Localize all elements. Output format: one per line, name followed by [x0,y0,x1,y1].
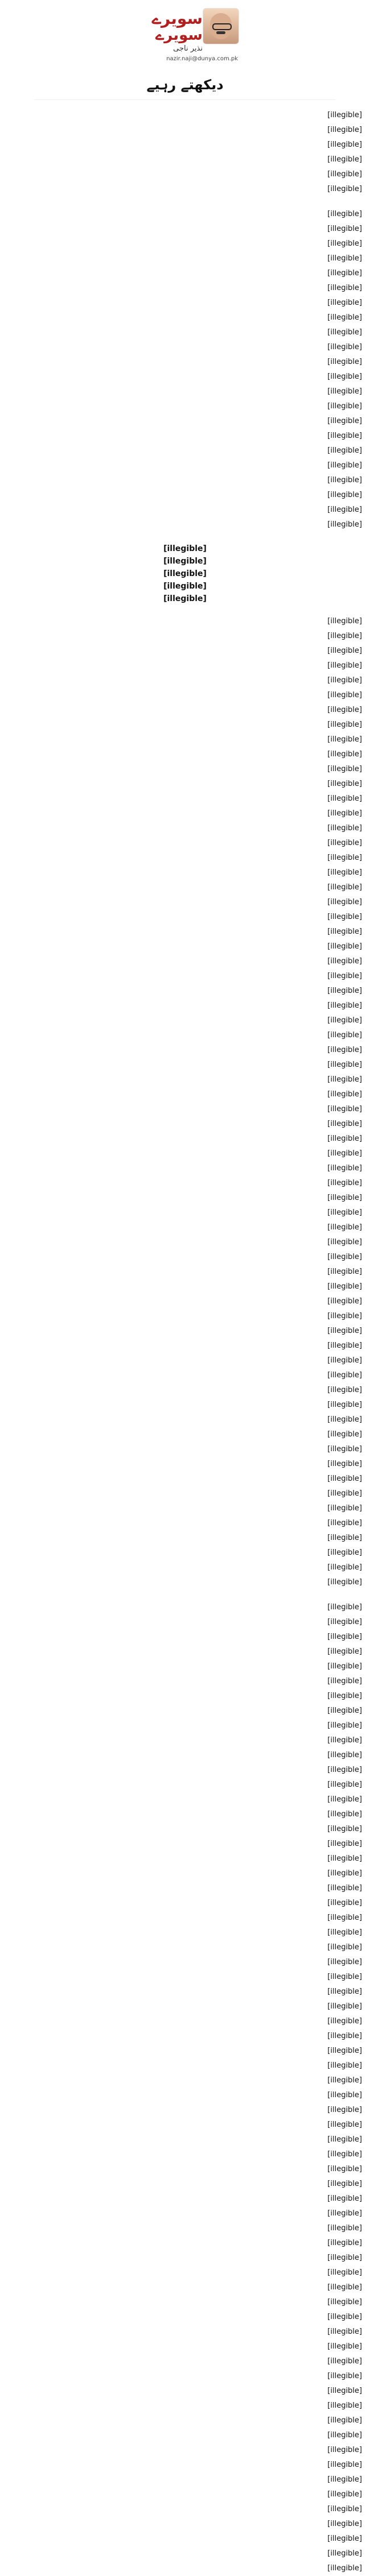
paragraph-line: [illegible] [327,2461,362,2469]
paragraph-line: [illegible] [327,2534,362,2543]
paragraph-line: [illegible] [327,2017,362,2026]
paragraph-line: [illegible] [327,1046,362,1054]
paragraph-line: [illegible] [327,1001,362,1010]
paragraph-line: [illegible] [327,824,362,833]
paragraph-line: [illegible] [327,2091,362,2099]
paragraph-line: [illegible] [327,1869,362,1878]
paragraph-line: [illegible] [327,2224,362,2233]
paragraph-line: [illegible] [327,1578,362,1587]
paragraph-line: [illegible] [327,868,362,877]
paragraph-line: [illegible] [327,1780,362,1789]
paragraph-line: [illegible] [327,1016,362,1025]
paragraph-line: [illegible] [327,1149,362,1158]
paragraph-line: [illegible] [327,1341,362,1350]
paragraph-line: [illegible] [327,2121,362,2129]
paragraph-line: [illegible] [327,1958,362,1966]
paragraph-line: [illegible] [327,1973,362,1981]
paragraph-line: [illegible] [327,2357,362,2366]
paragraph-line: [illegible] [327,617,362,626]
paragraph-line: [illegible] [327,1075,362,1084]
paragraph-line: [illegible] [327,2431,362,2440]
paragraph-line: [illegible] [327,2268,362,2277]
paragraph-line: [illegible] [327,883,362,892]
paragraph-line: [illegible] [327,140,362,149]
paragraph-line: [illegible] [327,632,362,640]
paragraph-line: [illegible] [327,2490,362,2499]
paragraph-line: [illegible] [327,1647,362,1656]
paragraph-line: [illegible] [327,1297,362,1306]
column-header [0,0,370,100]
paragraph-line: [illegible] [327,1810,362,1819]
paragraph-line: [illegible] [327,225,362,233]
paragraph-line: [illegible] [327,1987,362,1996]
paragraph-line: [illegible] [327,1914,362,1922]
paragraph-line: [illegible] [327,1692,362,1700]
paragraph-line: [illegible] [327,1548,362,1557]
paragraph-line: [illegible] [327,765,362,773]
paragraph-line: [illegible] [327,1253,362,1261]
paragraph-line: [illegible] [327,170,362,179]
paragraph-line: [illegible] [327,913,362,921]
paragraph-line: [illegible] [327,2047,362,2055]
paragraph-line: [illegible] [327,313,362,322]
paragraph [0,207,370,532]
paragraph-line: [illegible] [327,1327,362,1335]
paragraph-line: [illegible] [327,1534,362,1542]
paragraph-line: [illegible] [327,1208,362,1217]
paragraph-line: [illegible] [327,254,362,263]
paragraph-line: [illegible] [327,372,362,381]
paragraph-line: [illegible] [327,750,362,759]
paragraph-line: [illegible] [327,691,362,699]
paragraph-line: [illegible] [327,661,362,670]
paragraph-line: [illegible] [327,2239,362,2247]
paragraph-line: [illegible] [327,898,362,906]
paragraph-line: [illegible] [327,126,362,134]
paragraph-line: [illegible] [327,2165,362,2173]
paragraph-line: [illegible] [327,2002,362,2011]
pull-quote-line: [illegible] [163,544,207,553]
paragraph-line: [illegible] [327,1884,362,1892]
paragraph-line: [illegible] [327,1662,362,1671]
paragraph-line: [illegible] [327,1751,362,1759]
paragraph-line: [illegible] [327,1090,362,1099]
column-brand [140,10,203,44]
paragraph-line: [illegible] [327,735,362,744]
article-body [0,108,370,2573]
paragraph-line: [illegible] [327,185,362,193]
paragraph-line: [illegible] [327,794,362,803]
paragraph-line: [illegible] [327,942,362,951]
paragraph-line: [illegible] [327,2061,362,2070]
paragraph-line: [illegible] [327,1943,362,1952]
paragraph-line: [illegible] [327,417,362,425]
paragraph-line: [illegible] [327,210,362,218]
paragraph-line: [illegible] [327,1445,362,1453]
paragraph-line: [illegible] [327,1677,362,1685]
paragraph-line: [illegible] [327,155,362,164]
paragraph-line: [illegible] [327,2327,362,2336]
paragraph-line: [illegible] [327,1120,362,1128]
paragraph-line: [illegible] [327,2505,362,2513]
paragraph-line: [illegible] [327,461,362,470]
paragraph-line: [illegible] [327,1194,362,1202]
paragraph-line: [illegible] [327,476,362,484]
paragraph-line: [illegible] [327,1312,362,1320]
paragraph-line: [illegible] [327,1563,362,1572]
pull-quote-line: [illegible] [163,582,207,591]
paragraph-line: [illegible] [327,1736,362,1745]
paragraph-line: [illegible] [327,1386,362,1394]
paragraph-line: [illegible] [327,1179,362,1187]
paragraph-line: [illegible] [327,1795,362,1804]
paragraph-line: [illegible] [327,2475,362,2484]
paragraph-line: [illegible] [327,328,362,337]
paragraph-line: [illegible] [327,2313,362,2321]
paragraph-line: [illegible] [327,1854,362,1863]
paragraph-line: [illegible] [327,1238,362,1246]
author-email: nazir.naji@dunya.com.pk [166,56,238,62]
paragraph-line: [illegible] [327,1223,362,1232]
author-name: نذیر ناجی [173,44,203,53]
paragraph-line: [illegible] [327,2520,362,2528]
paragraph-line: [illegible] [327,676,362,685]
paragraph-line: [illegible] [327,1766,362,1774]
author-mustache [216,31,225,34]
paragraph-line: [illegible] [327,299,362,307]
paragraph-line: [illegible] [327,2372,362,2380]
paragraph-line: [illegible] [327,2254,362,2262]
paragraph-line: [illegible] [327,2194,362,2203]
paragraph-line: [illegible] [327,1401,362,1409]
paragraph-line: [illegible] [327,2549,362,2558]
paragraph-line: [illegible] [327,1707,362,1715]
paragraph-line: [illegible] [327,2342,362,2351]
paragraph-line: [illegible] [327,2416,362,2425]
paragraph-line: [illegible] [327,1268,362,1276]
paragraph-line: [illegible] [327,972,362,980]
paragraph-line: [illegible] [327,2401,362,2410]
paragraph-line: [illegible] [327,2180,362,2188]
author-photo [203,8,239,44]
paragraph-line: [illegible] [327,720,362,729]
paragraph-line: [illegible] [327,358,362,366]
paragraph-line: [illegible] [327,809,362,818]
paragraph-line: [illegible] [327,706,362,714]
paragraph-line: [illegible] [327,111,362,119]
brand-line-2: سویرے [155,27,203,44]
paragraph-line: [illegible] [327,1489,362,1498]
paragraph-line: [illegible] [327,2150,362,2159]
paragraph-line: [illegible] [327,2387,362,2395]
paragraph-line: [illegible] [327,1928,362,1937]
pull-quote [0,542,370,605]
paragraph-line: [illegible] [327,432,362,440]
paragraph-line: [illegible] [327,957,362,966]
paragraph-line: [illegible] [327,2446,362,2454]
pull-quote-line: [illegible] [163,569,207,578]
paragraph-line: [illegible] [327,2076,362,2085]
pull-quote-line: [illegible] [163,557,207,566]
paragraph-line: [illegible] [327,2209,362,2218]
paragraph-line: [illegible] [327,987,362,995]
paragraph-line: [illegible] [327,2106,362,2114]
paragraph-line: [illegible] [327,1721,362,1730]
paragraph-line: [illegible] [327,1415,362,1424]
paragraph [0,1600,370,2576]
paragraph-line: [illegible] [327,1282,362,1291]
paragraph [0,108,370,197]
paragraph-line: [illegible] [327,1603,362,1612]
paragraph-line: [illegible] [327,491,362,499]
paragraph-line: [illegible] [327,2135,362,2144]
paragraph-line: [illegible] [327,506,362,514]
paragraph-line: [illegible] [327,1899,362,1907]
paragraph-line: [illegible] [327,2298,362,2306]
author-glasses [212,23,232,30]
paragraph-line: [illegible] [327,647,362,655]
paragraph-line: [illegible] [327,839,362,847]
paragraph-line: [illegible] [327,1430,362,1439]
paragraph-line: [illegible] [327,343,362,351]
article-title: دیکھتے رہیے [146,77,224,93]
paragraph-line: [illegible] [327,520,362,529]
paragraph-line: [illegible] [327,1356,362,1365]
paragraph-line: [illegible] [327,1134,362,1143]
paragraph-line: [illegible] [327,402,362,411]
paragraph-line: [illegible] [327,1825,362,1833]
paragraph-line: [illegible] [327,927,362,936]
paragraph-line: [illegible] [327,854,362,862]
paragraph-line: [illegible] [327,1164,362,1173]
paragraph-line: [illegible] [327,239,362,248]
paragraph [0,614,370,1590]
paragraph-line: [illegible] [327,269,362,278]
pull-quote-line: [illegible] [163,594,207,603]
paragraph-line: [illegible] [327,1475,362,1483]
paragraph-line: [illegible] [327,387,362,396]
paragraph-line: [illegible] [327,1633,362,1641]
paragraph-line: [illegible] [327,2283,362,2292]
paragraph-line: [illegible] [327,1504,362,1513]
paragraph-line: [illegible] [327,2564,362,2573]
paragraph-line: [illegible] [327,1519,362,1527]
paragraph-line: [illegible] [327,1460,362,1468]
paragraph-line: [illegible] [327,1371,362,1380]
paragraph-line: [illegible] [327,1840,362,1848]
paragraph-line: [illegible] [327,2032,362,2040]
paragraph-line: [illegible] [327,1061,362,1069]
paragraph-line: [illegible] [327,446,362,455]
paragraph-line: [illegible] [327,1105,362,1113]
paragraph-line: [illegible] [327,284,362,292]
brand-line-1: سویرے [151,9,203,28]
paragraph-line: [illegible] [327,1031,362,1039]
paragraph-line: [illegible] [327,1618,362,1626]
paragraph-line: [illegible] [327,780,362,788]
